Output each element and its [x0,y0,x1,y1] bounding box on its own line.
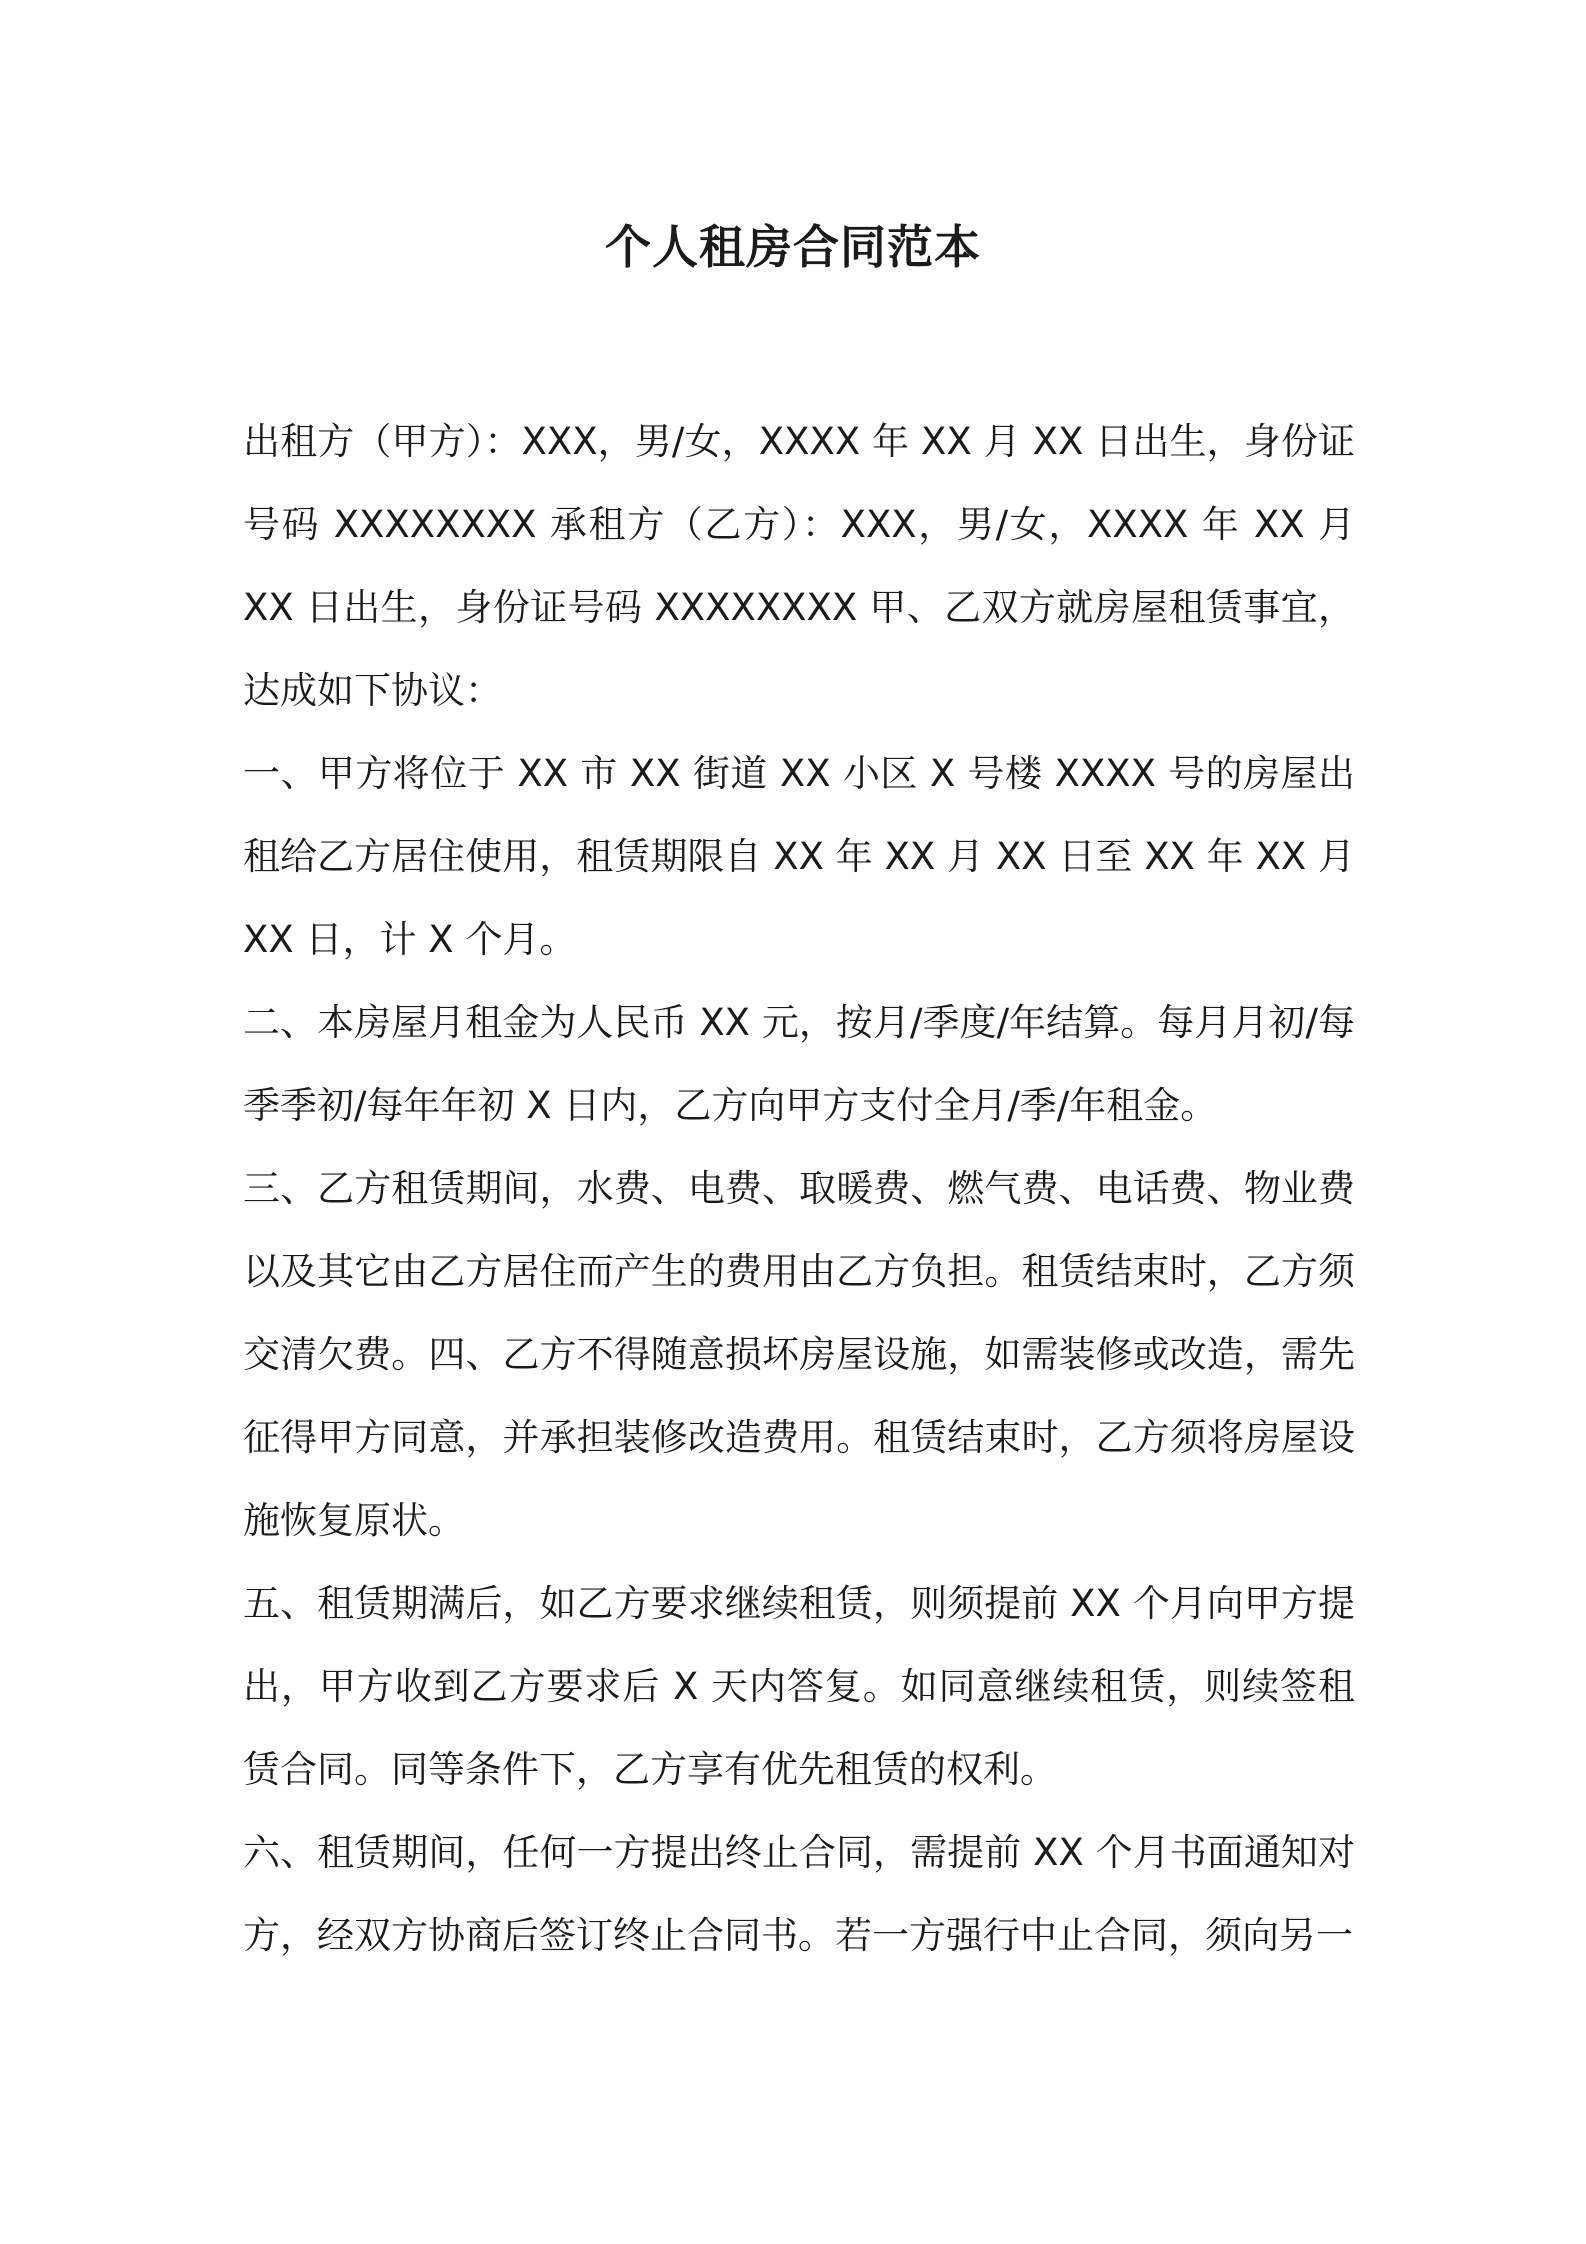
paragraph-parties: 出租方（甲方）：XXX，男/女，XXXX 年 XX 月 XX 日出生，身份证号码 XXXXXXXX 承租方（乙方）：XXX，男/女，XXXX 年 XX 月 XX 日出生，身份证号码 XXXXXXXX 甲、乙双方就房屋租赁事宜，达成如下协议： [243,420,1355,712]
paragraph-clause-3-4: 三、乙方租赁期间，水费、电费、取暖费、燃气费、电话费、物业费以及其它由乙方居住而产生的费用由乙方负担。租赁结束时，乙方须交清欠费。四、乙方不得随意损坏房屋设施，如需装修或改造，需先征得甲方同意，并承担装修改造费用。租赁结束时，乙方须将房屋设施恢复原状。 [243,1167,1355,1542]
paragraph-clause-2: 二、本房屋月租金为人民币 XX 元，按月/季度/年结算。每月月初/每季季初/每年年初 X 日内，乙方向甲方支付全月/季/年租金。 [243,1001,1355,1127]
paragraph-clause-1: 一、甲方将位于 XX 市 XX 街道 XX 小区 X 号楼 XXXX 号的房屋出租给乙方居住使用，租赁期限自 XX 年 XX 月 XX 日至 XX 年 XX 月 XX 日，计 X 个月。 [243,752,1355,961]
paragraph-clause-6: 六、租赁期间，任何一方提出终止合同，需提前 XX 个月书面通知对方，经双方协商后签订终止合同书。若一方强行中止合同，须向另一 [243,1831,1355,1957]
document-body [243,400,1355,1977]
document-title: 个人租房合同范本 [605,220,981,274]
paragraph-clause-5: 五、租赁期满后，如乙方要求继续租赁，则须提前 XX 个月向甲方提出，甲方收到乙方要求后 X 天内答复。如同意继续租赁，则续签租赁合同。同等条件下，乙方享有优先租赁的权利。 [243,1582,1355,1791]
